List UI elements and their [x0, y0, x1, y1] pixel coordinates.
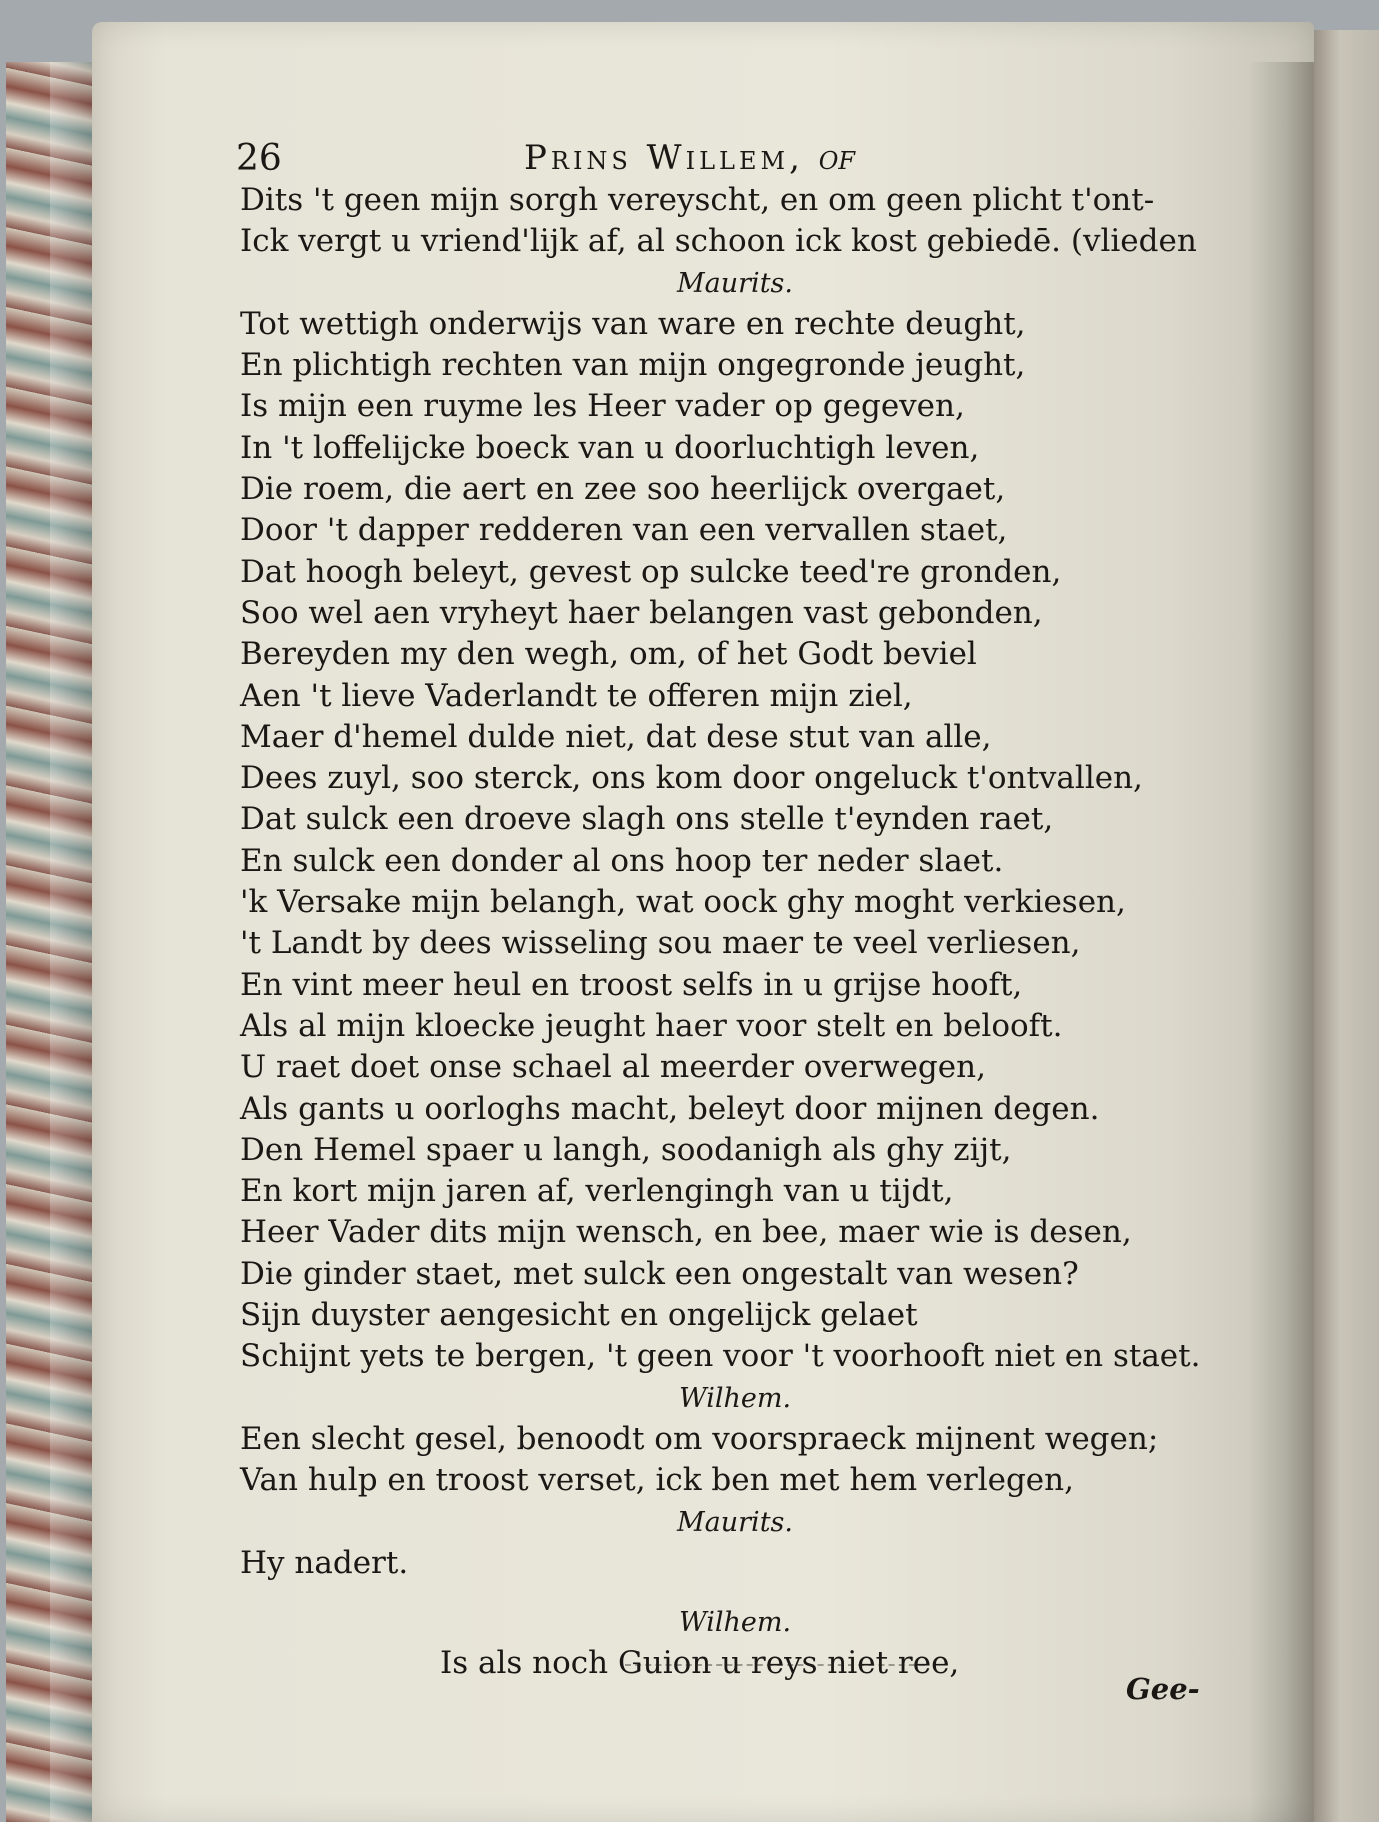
verse-line: Ick vergt u vriend'lijk af, al schoon ick kost gebiedē. (vlieden	[240, 223, 1197, 260]
verse-line: Bereyden my den wegh, om, of het Godt beviel	[240, 636, 977, 673]
verse-line: Een slecht gesel, benoodt om voorspraeck mijnent wegen;	[240, 1420, 1159, 1457]
verse-line: En plichtigh rechten van mijn ongegronde jeught,	[240, 347, 1026, 384]
verse-line: Hy nadert.	[240, 1544, 409, 1581]
verse-line: Is als noch Guion u reys niet ree,	[440, 1645, 960, 1682]
verse-line: Van hulp en troost verset, ick ben met hem verlegen,	[240, 1462, 1074, 1499]
speaker-name: Maurits.	[677, 1506, 793, 1538]
verse-line: Maer d'hemel dulde niet, dat dese stut van alle,	[240, 718, 992, 755]
verse-line: En kort mijn jaren af, verlengingh van u tijdt,	[240, 1173, 954, 1210]
verse-line: 'k Versake mijn belangh, wat oock ghy moght verkiesen,	[240, 884, 1126, 921]
verse-line: Dits 't geen mijn sorgh vereyscht, en om geen plicht t'ont-	[240, 182, 1155, 218]
page-header	[236, 138, 1186, 182]
verse-line: Is mijn een ruyme les Heer vader op gegeven,	[240, 388, 965, 425]
verse-line: Dat hoogh beleyt, gevest op sulcke teed're gronden,	[240, 553, 1062, 590]
verse-line: Als al mijn kloecke jeught haer voor stelt en belooft.	[240, 1007, 1063, 1044]
catchword: Gee-	[1126, 1672, 1200, 1706]
page-number: 26	[236, 138, 282, 179]
speaker-name: Wilhem.	[678, 1607, 792, 1639]
verse-line: Tot wettigh onderwijs van ware en rechte deught,	[240, 305, 1026, 342]
verse-line: En sulck een donder al ons hoop ter neder slaet.	[240, 842, 1004, 879]
verse-line: Die roem, die aert en zee soo heerlijck overgaet,	[240, 471, 1006, 508]
verse-line: Soo wel aen vryheyt haer belangen vast gebonden,	[240, 594, 1043, 631]
verse-line: Aen 't lieve Vaderlandt te offeren mijn ziel,	[240, 677, 913, 714]
verse-line: Sijn duyster aengesicht en ongelijck gelaet	[240, 1297, 918, 1334]
facing-page-edge	[1314, 30, 1379, 1822]
page-gutter-shadow	[1248, 62, 1314, 1822]
verse-line: Den Hemel spaer u langh, soodanigh als ghy zijt,	[240, 1131, 1012, 1168]
verse-line: Door 't dapper redderen van een vervallen staet,	[240, 512, 1008, 549]
signature-mark-trace	[625, 1664, 925, 1672]
verse-line: U raet doet onse schael al meerder overwegen,	[240, 1049, 986, 1086]
verse-line: Schijnt yets te bergen, 't geen voor 't voorhooft niet en staet.	[240, 1338, 1201, 1375]
running-title-suffix: of	[818, 138, 856, 178]
spine-shadow	[50, 62, 96, 1822]
running-title-main: Prins Willem,	[524, 138, 804, 178]
verse-line: In 't loffelijcke boeck van u doorluchtigh leven,	[240, 429, 980, 466]
speaker-name: Wilhem.	[678, 1382, 792, 1414]
verse-line: Die ginder staet, met sulck een ongestalt van wesen?	[240, 1255, 1079, 1292]
verse-line: Dat sulck een droeve slagh ons stelle t'eynden raet,	[240, 801, 1054, 838]
verse-line: Dees zuyl, soo sterck, ons kom door ongeluck t'ontvallen,	[240, 760, 1143, 797]
verse-text	[240, 180, 1230, 1685]
speaker-name: Maurits.	[677, 267, 793, 299]
verse-line: 't Landt by dees wisseling sou maer te veel verliesen,	[240, 925, 1081, 962]
running-title	[524, 138, 855, 178]
verse-line: En vint meer heul en troost selfs in u grijse hooft,	[240, 966, 1023, 1003]
verse-line: Als gants u oorloghs macht, beleyt door mijnen degen.	[240, 1090, 1100, 1127]
verse-line: Heer Vader dits mijn wensch, en bee, maer wie is desen,	[240, 1214, 1132, 1251]
